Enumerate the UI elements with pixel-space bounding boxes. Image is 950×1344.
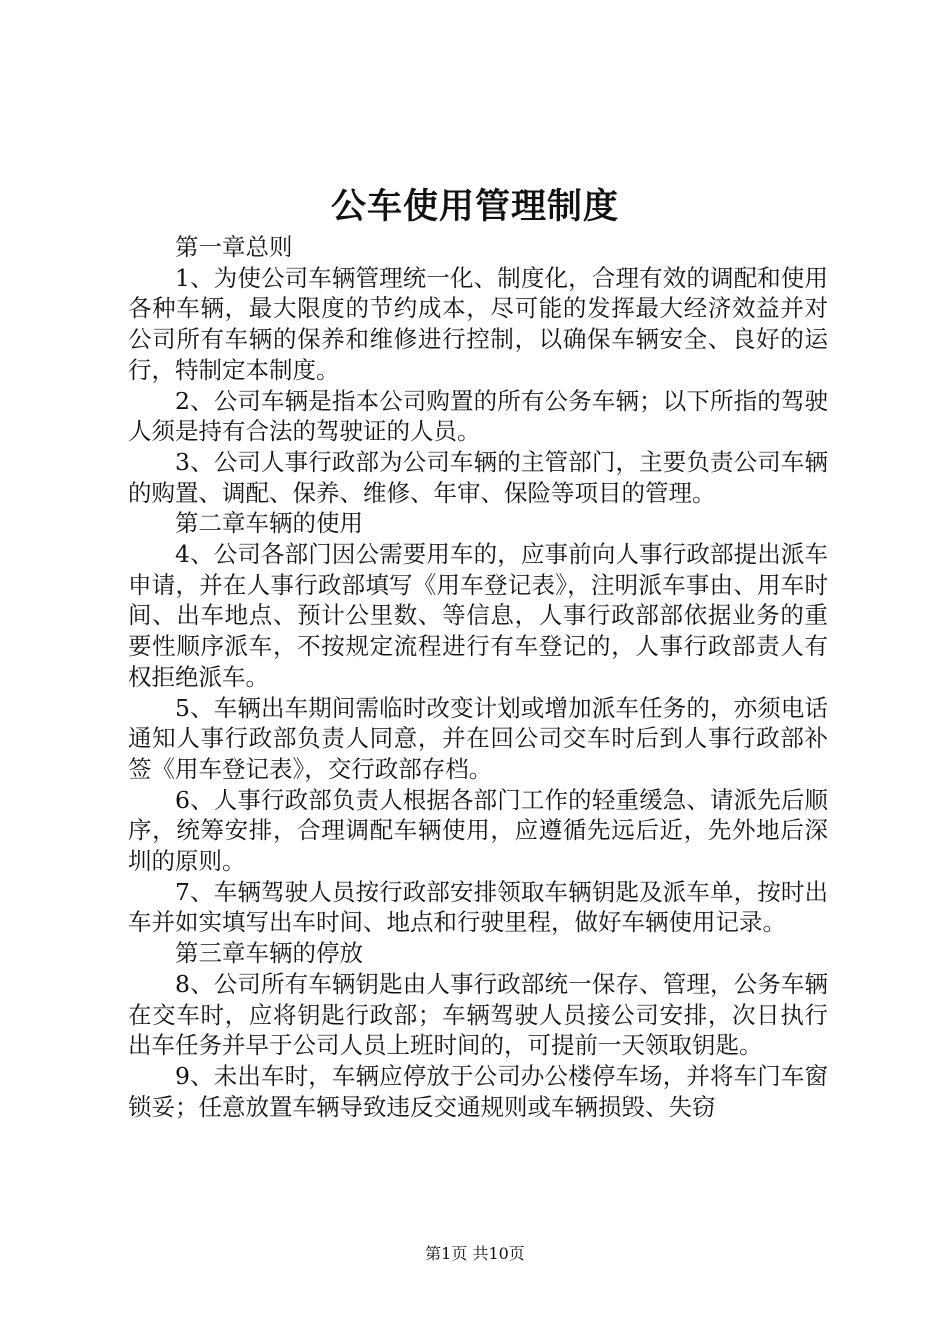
document-body [128, 232, 828, 1122]
chapter-heading: 第二章车辆的使用 [175, 509, 363, 538]
clause-paragraph: 4、公司各部门因公需要用车的，应事前向人事行政部提出派车申请，并在人事行政部填写《用车登记表》，注明派车事由、用车时间、出车地点、预计公里数、等信息，人事行政部部依据业务的重要性顺序派车，不按规定流程进行有车登记的，人事行政部责人有权拒绝派车。 [128, 540, 828, 691]
page-footer: 第1页 共10页 [425, 1244, 525, 1263]
clause-paragraph: 7、车辆驾驶人员按行政部安排领取车辆钥匙及派车单，按时出车并如实填写出车时间、地点和行驶里程，做好车辆使用记录。 [128, 877, 828, 937]
chapter-heading: 第一章总则 [175, 233, 293, 261]
clause-paragraph: 6、人事行政部负责人根据各部门工作的轻重缓急、请派先后顺序，统筹安排，合理调配车辆使用，应遵循先远后近，先外地后深圳的原则。 [128, 785, 828, 876]
clause-paragraph: 9、未出车时，车辆应停放于公司办公楼停车场，并将车门车窗锁妥；任意放置车辆导致违反交通规则或车辆损毁、失窃 [128, 1061, 828, 1121]
clause-paragraph: 8、公司所有车辆钥匙由人事行政部统一保存、管理，公务车辆在交车时，应将钥匙行政部；车辆驾驶人员接公司安排，次日执行出车任务并早于公司人员上班时间的，可提前一天领取钥匙。 [128, 969, 828, 1060]
clause-paragraph: 1、为使公司车辆管理统一化、制度化，合理有效的调配和使用各种车辆，最大限度的节约成本，尽可能的发挥最大经济效益并对公司所有车辆的保养和维修进行控制，以确保车辆安全、良好的运行，特制定本制度。 [128, 263, 828, 384]
chapter-heading: 第三章车辆的停放 [175, 939, 363, 968]
clause-paragraph: 3、公司人事行政部为公司车辆的主管部门，主要负责公司车辆的购置、调配、保养、维修、年审、保险等项目的管理。 [128, 447, 828, 507]
clause-paragraph: 2、公司车辆是指本公司购置的所有公务车辆；以下所指的驾驶人须是持有合法的驾驶证的人员。 [128, 386, 828, 446]
clause-paragraph: 5、车辆出车期间需临时改变计划或增加派车任务的，亦须电话通知人事行政部负责人同意，并在回公司交车时后到人事行政部补签《用车登记表》，交行政部存档。 [128, 693, 828, 783]
document-title: 公车使用管理制度 [330, 186, 619, 227]
